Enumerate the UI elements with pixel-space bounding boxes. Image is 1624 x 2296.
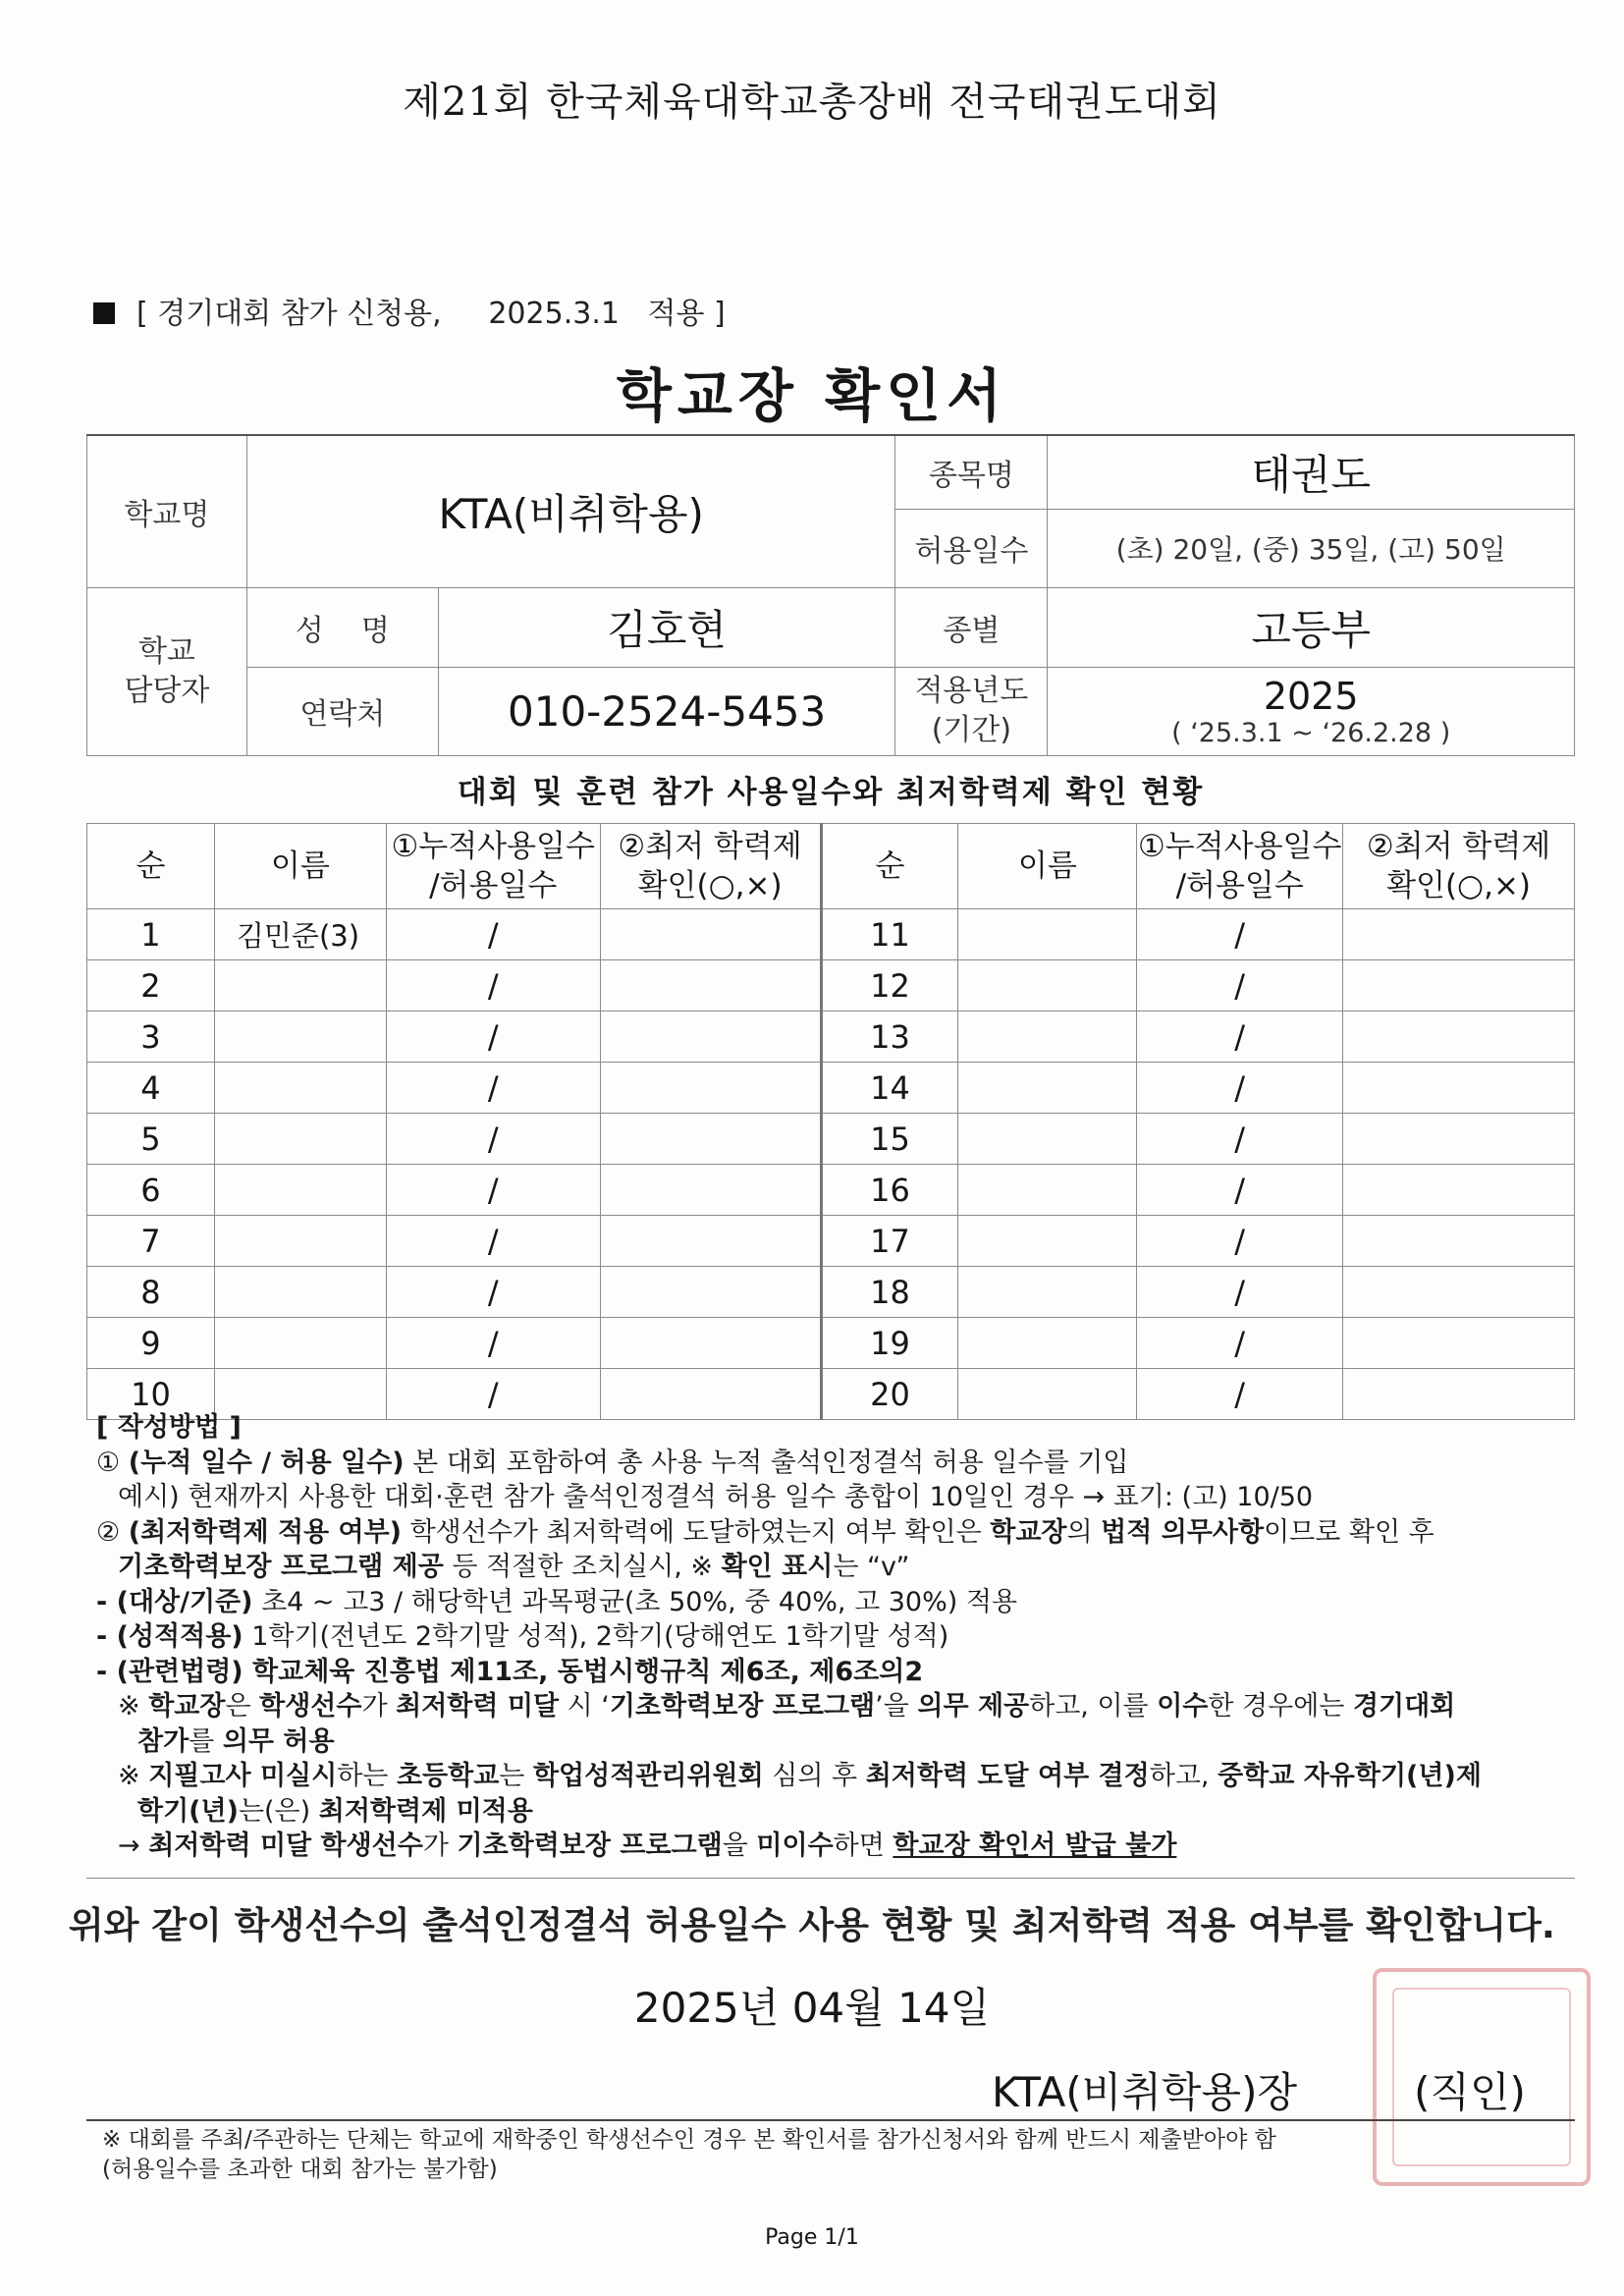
- row-no: 7: [87, 1216, 215, 1267]
- contact-label: 연락처: [246, 667, 438, 755]
- event-title: 제21회 한국체육대학교총장배 전국태권도대회: [403, 80, 1221, 125]
- row-name: [958, 1063, 1137, 1114]
- row-check: [600, 1063, 821, 1114]
- row-no: 11: [821, 909, 958, 960]
- row-days: /: [386, 1216, 600, 1267]
- header-days: ①누적사용일수 /허용일수: [386, 824, 600, 909]
- contact-value: 010-2524-5453: [438, 667, 895, 755]
- row-days: /: [386, 1063, 600, 1114]
- division-value: 고등부: [1048, 587, 1575, 667]
- row-days: /: [386, 1114, 600, 1165]
- header-check-right: ②최저 학력제 확인(○,×): [1343, 824, 1575, 909]
- row-name: [958, 1318, 1137, 1369]
- school-manager-label: 학교 담당자: [87, 587, 247, 755]
- row-check: [1343, 1165, 1575, 1216]
- row-check: [1343, 1063, 1575, 1114]
- header-no: 순: [87, 824, 215, 909]
- row-name: [958, 1114, 1137, 1165]
- divider: [86, 2119, 1575, 2121]
- instruction-note-3: → 최저학력 미달 학생선수가 기초학력보장 프로그램을 미이수하면 학교장 확인서 발급 불가: [118, 1831, 1177, 1861]
- row-name: [214, 1318, 386, 1369]
- row-days: /: [1137, 1267, 1343, 1318]
- row-days: /: [386, 1369, 600, 1420]
- school-head-title: KTA(비취학용)장: [992, 2068, 1298, 2116]
- seal-label: (직인): [1414, 2068, 1526, 2116]
- row-check: [600, 1165, 821, 1216]
- row-no: 1: [87, 909, 215, 960]
- document-title: 학교장 확인서: [616, 362, 1008, 429]
- row-check: [1343, 1114, 1575, 1165]
- row-no: 6: [87, 1165, 215, 1216]
- school-name-label: 학교명: [87, 435, 247, 587]
- row-days: /: [386, 909, 600, 960]
- row-no: 19: [821, 1318, 958, 1369]
- table-row: [87, 960, 1575, 1011]
- row-days: /: [1137, 1165, 1343, 1216]
- table-row: [87, 1318, 1575, 1369]
- row-no: 2: [87, 960, 215, 1011]
- row-name: [958, 1165, 1137, 1216]
- allowed-days-label: 허용일수: [895, 509, 1048, 587]
- row-name: [214, 1165, 386, 1216]
- row-days: /: [1137, 1369, 1343, 1420]
- row-no: 4: [87, 1063, 215, 1114]
- row-check: [1343, 1318, 1575, 1369]
- instruction-2-cont: 기초학력보장 프로그램 제공 등 적절한 조치실시, ※ 확인 표시는 “v”: [118, 1552, 910, 1582]
- school-name-value: KTA(비취학용): [246, 435, 895, 587]
- row-check: [600, 1216, 821, 1267]
- row-days: /: [1137, 1318, 1343, 1369]
- row-name: 김민준(3): [214, 909, 386, 960]
- row-days: /: [386, 960, 600, 1011]
- row-days: /: [1137, 1063, 1343, 1114]
- row-days: /: [386, 1318, 600, 1369]
- row-no: 18: [821, 1267, 958, 1318]
- page-number: Page 1/1: [765, 2225, 859, 2250]
- sport-label: 종목명: [895, 435, 1048, 509]
- header-check: ②최저 학력제 확인(○,×): [600, 824, 821, 909]
- apply-period-value: ( ‘25.3.1 ~ ‘26.2.28 ): [1171, 717, 1451, 748]
- row-check: [600, 1318, 821, 1369]
- row-name: [214, 1063, 386, 1114]
- instruction-note-2: ※ 지필고사 미실시하는 초등학교는 학업성적관리위원회 심의 후 최저학력 도달 여부 결정하고, 중학교 자유학기(년)제: [118, 1761, 1482, 1791]
- row-days: /: [1137, 909, 1343, 960]
- row-no: 8: [87, 1267, 215, 1318]
- table-row: [87, 1011, 1575, 1063]
- apply-year-cell: [1048, 667, 1575, 755]
- row-no: 16: [821, 1165, 958, 1216]
- manager-name-label: 성 명: [246, 587, 438, 667]
- manager-name-value: 김호현: [438, 587, 895, 667]
- divider: [86, 1878, 1575, 1879]
- apply-year-label: 적용년도 (기간): [895, 667, 1048, 755]
- instruction-law: - (관련법령) 학교체육 진흥법 제11조, 동법시행규칙 제6조, 제6조의2: [96, 1656, 924, 1687]
- row-name: [214, 1267, 386, 1318]
- table-header-row: [87, 824, 1575, 909]
- row-no: 13: [821, 1011, 958, 1063]
- instruction-grades: - (성적적용) 1학기(전년도 2학기말 성적), 2학기(당해연도 1학기말 성적): [96, 1621, 949, 1652]
- row-name: [214, 960, 386, 1011]
- row-check: [1343, 909, 1575, 960]
- header-days-right: ①누적사용일수 /허용일수: [1137, 824, 1343, 909]
- header-no-right: 순: [821, 824, 958, 909]
- row-name: [958, 909, 1137, 960]
- school-info-table: [86, 434, 1575, 756]
- row-name: [958, 1216, 1137, 1267]
- instruction-note-2-cont: 학기(년)는(은) 최저학력제 미적용: [137, 1795, 533, 1827]
- row-check: [600, 1011, 821, 1063]
- row-check: [1343, 1011, 1575, 1063]
- row-days: /: [386, 1165, 600, 1216]
- notice-text: [ 경기대회 참가 신청용, 2025.3.1 적용 ]: [136, 297, 726, 331]
- row-no: 15: [821, 1114, 958, 1165]
- row-check: [600, 960, 821, 1011]
- student-table: [86, 823, 1575, 1420]
- allowed-days-value: (초) 20일, (중) 35일, (고) 50일: [1048, 509, 1575, 587]
- row-no: 5: [87, 1114, 215, 1165]
- table-row: [87, 1114, 1575, 1165]
- row-days: /: [1137, 1114, 1343, 1165]
- square-bullet-icon: [93, 302, 115, 324]
- instruction-note-1: ※ 학교장은 학생선수가 최저학력 미달 시 ‘기초학력보장 프로그램’을 의무 제공하고, 이를 이수한 경우에는 경기대회: [118, 1691, 1456, 1722]
- row-no: 3: [87, 1011, 215, 1063]
- table-row: [87, 1165, 1575, 1216]
- row-check: [1343, 1267, 1575, 1318]
- row-no: 10: [87, 1369, 215, 1420]
- instructions: [96, 1410, 1589, 1864]
- confirmation-statement: 위와 같이 학생선수의 출석인정결석 허용일수 사용 현황 및 최저학력 적용 여부를 확인합니다.: [69, 1904, 1555, 1946]
- row-no: 14: [821, 1063, 958, 1114]
- table-row: [87, 1063, 1575, 1114]
- header-name-right: 이름: [958, 824, 1137, 909]
- header-name: 이름: [214, 824, 386, 909]
- table-row: [87, 909, 1575, 960]
- instruction-note-1-cont: 참가를 의무 허용: [137, 1725, 335, 1757]
- row-check: [1343, 1216, 1575, 1267]
- row-name: [958, 960, 1137, 1011]
- row-no: 12: [821, 960, 958, 1011]
- row-no: 20: [821, 1369, 958, 1420]
- row-no: 17: [821, 1216, 958, 1267]
- table-row: [87, 1216, 1575, 1267]
- instruction-2: ② (최저학력제 적용 여부) 학생선수가 최저학력에 도달하였는지 여부 확인은 학교장의 법적 의무사항이므로 확인 후: [96, 1516, 1435, 1548]
- apply-year-value: 2025: [1263, 674, 1359, 718]
- table-row: [87, 1267, 1575, 1318]
- instruction-1-example: 예시) 현재까지 사용한 대회·훈련 참가 출석인정결석 허용 일수 총합이 10일인 경우 → 표기: (고) 10/50: [118, 1482, 1314, 1512]
- row-days: /: [1137, 960, 1343, 1011]
- instruction-target: - (대상/기준) 초4 ~ 고3 / 해당학년 과목평균(초 50%, 중 40%, 고 30%) 적용: [96, 1586, 1018, 1617]
- sport-value: 태권도: [1048, 435, 1575, 509]
- row-check: [600, 909, 821, 960]
- footnote: ※ 대회를 주최/주관하는 단체는 학교에 재학중인 학생선수인 경우 본 확인서를 참가신청서와 함께 반드시 제출받아야 함 (허용일수를 초과한 대회 참가는 불가함): [102, 2127, 1276, 2182]
- row-name: [214, 1114, 386, 1165]
- row-name: [214, 1011, 386, 1063]
- section-title: 대회 및 훈련 참가 사용일수와 최저학력제 확인 현황: [86, 762, 1575, 824]
- row-name: [958, 1267, 1137, 1318]
- instruction-1: ① (누적 일수 / 허용 일수) 본 대회 포함하여 총 사용 누적 출석인정결석 허용 일수를 기입: [96, 1447, 1129, 1478]
- row-days: /: [1137, 1216, 1343, 1267]
- row-no: 9: [87, 1318, 215, 1369]
- application-notice: [93, 289, 726, 332]
- row-check: [600, 1267, 821, 1318]
- row-check: [600, 1114, 821, 1165]
- instructions-title: [ 작성방법 ]: [96, 1412, 242, 1443]
- issue-date: 2025년 04월 14일: [633, 1984, 991, 2032]
- row-days: /: [386, 1267, 600, 1318]
- row-name: [958, 1011, 1137, 1063]
- division-label: 종별: [895, 587, 1048, 667]
- row-name: [214, 1216, 386, 1267]
- row-days: /: [386, 1011, 600, 1063]
- row-days: /: [1137, 1011, 1343, 1063]
- row-check: [1343, 960, 1575, 1011]
